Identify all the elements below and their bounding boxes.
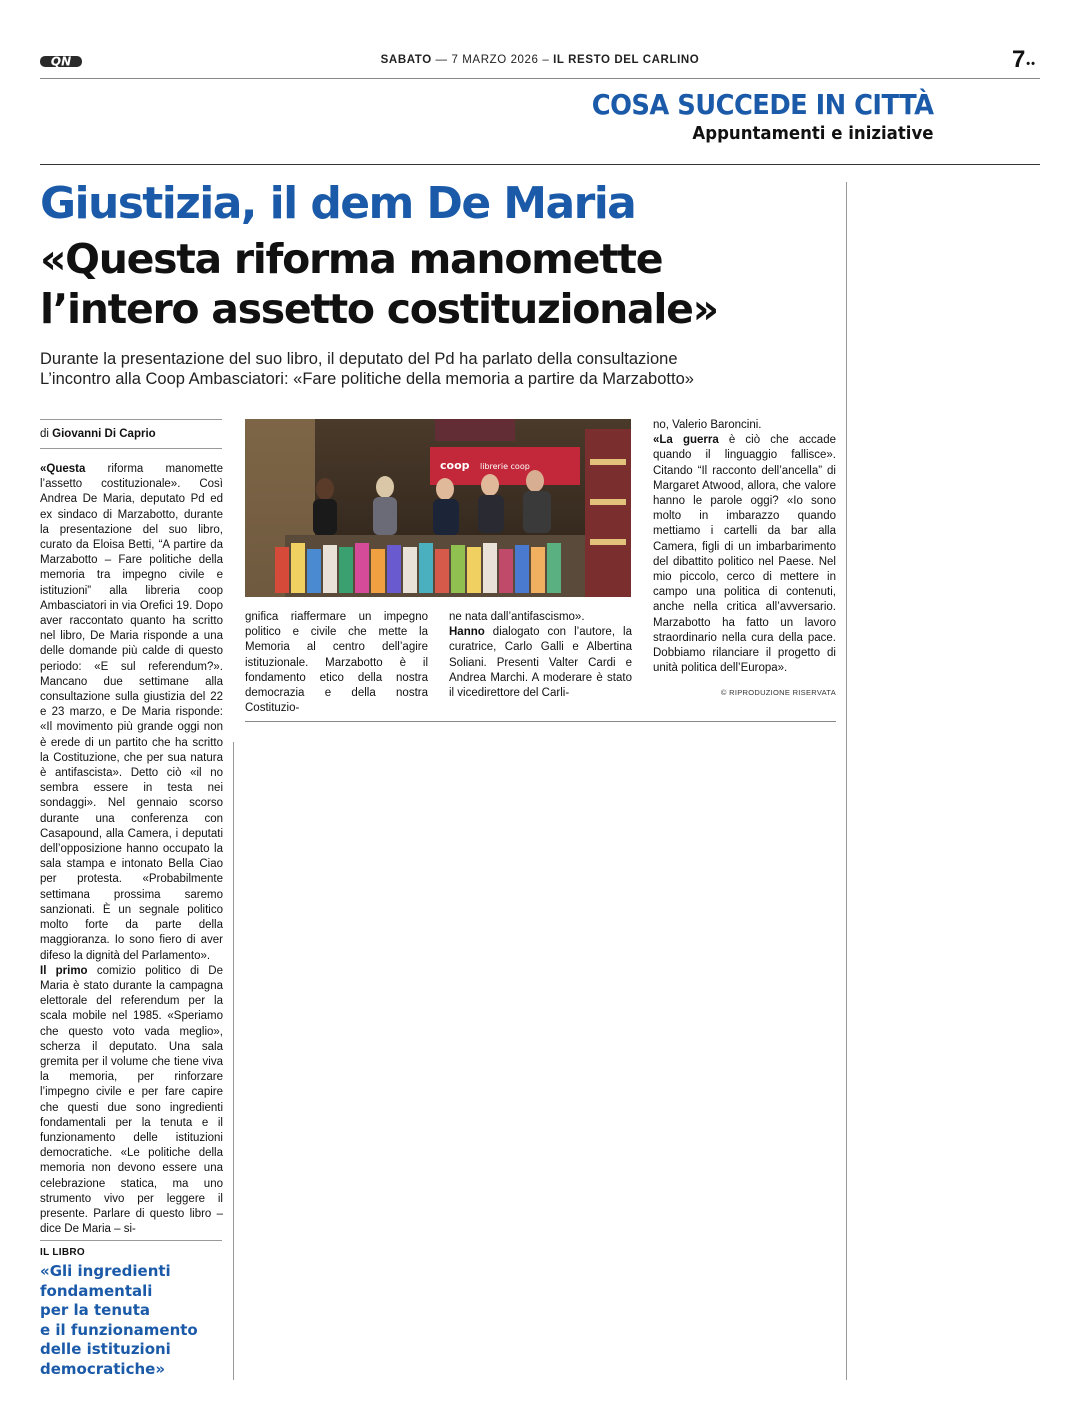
folio-date: 7 MARZO 2026 [451,54,539,66]
byline-rule [40,419,222,420]
pullquote-label: IL LIBRO [40,1247,85,1258]
event-photo [245,419,631,597]
folio-day: SABATO [380,54,432,66]
pullquote-line: e il funzionamento [40,1320,198,1339]
section-subtitle: Appuntamenti e iniziative [691,123,933,144]
paragraph-lead: Il primo [40,964,88,977]
paragraph-lead: Hanno [449,626,485,639]
pullquote-line: per la tenuta [40,1301,151,1319]
headline-line: «Questa riforma manomette [40,235,663,283]
copyright-note: © RIPRODUZIONE RISERVATA [720,688,836,697]
page-number [1012,46,1036,74]
paragraph-text: riforma manomette l’assetto costituzionale». Così Andrea De Maria, deputato Pd ed ex sindaco di Marzabotto, durante la presentazione del suo libro, curato da Eloisa Betti, “A partire da Marzabotto – Fare politiche della memoria tra impegno civile e istituzioni” alla libreria coop Ambasciatori in via Orefici 19. Dopo aver raccontato quanto ha scritto nel libro, De Maria risponde a una delle domande più calde di questo periodo: «E sul referendum?». Mancano due settimane alla consultazione sulla giustizia del 22 e 23 marzo, e De Maria risponde: «Il movimento più grande oggi non è erede di un partito che ha scritto la Costituzione, che per sua natura è antifascista». Detto ciò «il no sembra essere in testa nei sondaggi». Nel gennaio scorso durante una conferenza con Casapound, alla Camera, i deputati dell’opposizione hanno occupato la sala stampa e intonato Bella Ciao per protesta. «Probabilmente settimana prossima saremo sanzionati. È un segnale politico molto forte da parte della maggioranza. Io sono fiero di aver difeso la dignità del Parlamento». [40,463,223,962]
standfirst-line: L’incontro alla Coop Ambasciatori: «Fare politiche della memoria a partire da Marzabotto» [40,370,694,388]
column-divider-left [233,742,234,1380]
top-rule [40,78,1040,79]
photo-illustration [245,419,631,597]
byline-rule [40,448,222,449]
article-kicker: Giustizia, il dem De Maria [40,178,636,229]
bookshelf [585,429,631,597]
article-headline [40,234,718,334]
body-column-1 [40,462,223,1237]
sign-librerie: librerie coop [480,462,530,471]
paragraph-lead: «La guerra [653,434,719,447]
byline-author: Giovanni Di Caprio [52,428,156,440]
logo-text: QN [50,54,72,69]
article-standfirst [40,349,694,389]
paragraph-text: no, Valerio Baroncini. [653,419,762,431]
paragraph-text: è ciò che accade quando il linguaggio fallisce». Citando “Il racconto dell’ancella” di Margaret Atwood, allora, che valore hanno le parole oggi? «Io sono molto in imbarazzo quando mettiamo i cartelli da bar alla Camera, figli di un imbarbarimento del dibattito politico nel Paese. Nel mio piccolo, cerco di mettere in campo una politica di contenuti, anche nella critica all’avversario. Marzabotto ha fatto un lavoro straordinario nella cura della pace. Dobbiamo rilanciare il progetto di unità politica dell’Europa». [653,434,836,675]
pullquote-line: «Gli ingredienti [40,1262,171,1280]
pullquote-rule [40,1240,222,1241]
body-column-3 [449,610,632,701]
sign-coop: coop [440,459,470,472]
paragraph-text: comizio politico di De Maria è stato durante la campagna elettorale del referendum per la scala mobile nel 1985. «Speriamo che questo voto vada meglio», scherza il deputato. Una sala gremita per il volume che tiene viva la memoria, per rinforzare l’impegno civile e per fare capire che questi due sono ingredienti fondamentali per la tenuta e il funzionamento delle istituzioni democratiche. «Le politiche della memoria non devono essere una celebrazione statica, ma uno strumento vivo per leggere il presente. Parlare di questo libro – dice De Maria – si- [40,964,224,1236]
pullquote-line: delle istituzioni [40,1340,171,1358]
body-column-2 [245,610,428,716]
paragraph-lead: «Questa [40,463,86,475]
headline-line: l’intero assetto costituzionale» [40,285,718,333]
paragraph-text: dialogato con l’autore, la curatrice, Carlo Galli e Albertina Soliani. Presenti Valter Cardi e Andrea Marchi. A moderare è stato il vicedirettore del Carli- [449,626,632,700]
pullquote-line: fondamentali [40,1281,153,1300]
screen [435,419,515,441]
standfirst-line: Durante la presentazione del suo libro, il deputato del Pd ha parlato della consultazione [40,350,678,368]
page-number-value: 7 [1011,46,1027,73]
section-title: COSA SUCCEDE IN CITTÀ [591,88,933,121]
paragraph-text: ne nata dall’antifascismo». [449,611,585,623]
page-folio [0,54,1080,66]
body-column-4 [653,418,836,676]
byline-prefix: di [40,428,49,440]
pullquote-line: democratiche» [40,1359,166,1378]
byline [40,428,156,440]
article-end-rule [245,721,836,722]
column-divider-right [846,182,847,1380]
section-header [562,88,933,144]
section-rule [40,164,1040,165]
folio-paper: IL RESTO DEL CARLINO [553,54,700,66]
folio-sep: — [435,54,452,66]
paragraph-text: gnifica riaffermare un impegno politico e civile che mette la Memoria al centro dell’agire istituzionale. Marzabotto è il fondamento etico della nostra democrazia e della nostra Costituzio- [245,611,428,715]
pullquote [40,1262,230,1379]
folio-sep: – [542,54,554,66]
page-number-suffix: •• [1026,58,1036,70]
